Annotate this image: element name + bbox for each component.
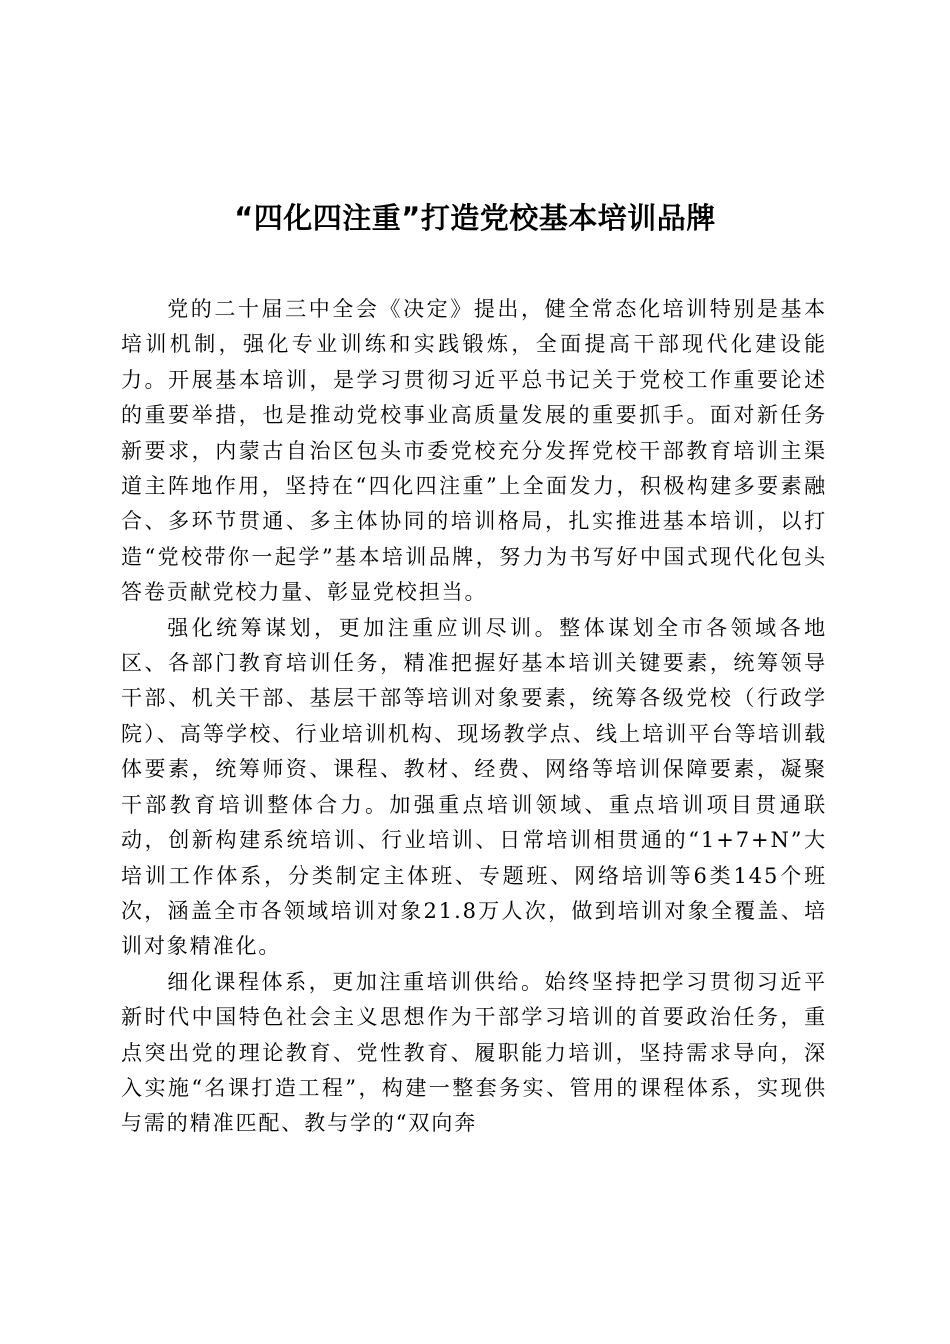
article-body	[121, 292, 827, 1142]
page-title: “四化四注重”打造党校基本培训品牌	[234, 201, 716, 235]
paragraph-planning: 强化统筹谋划，更加注重应训尽训。整体谋划全市各领域各地区、各部门教育培训任务，精准把握好基本培训关键要素，统筹领导干部、机关干部、基层干部等培训对象要素，统筹各级党校（行政学院）、高等学校、行业培训机构、现场教学点、线上培训平台等培训载体要素，统筹师资、课程、教材、经费、网络等培训保障要素，凝聚干部教育培训整体合力。加强重点培训领域、重点培训项目贯通联动，创新构建系统培训、行业培训、日常培训相贯通的“1+7+N”大培训工作体系，分类制定主体班、专题班、网络培训等6类145个班次，涵盖全市各领域培训对象21.8万人次，做到培训对象全覆盖、培训对象精准化。	[121, 615, 827, 959]
paragraph-curriculum: 细化课程体系，更加注重培训供给。始终坚持把学习贯彻习近平新时代中国特色社会主义思想作为干部学习培训的首要政治任务，重点突出党的理论教育、党性教育、履职能力培训，坚持需求导向，深入实施“名课打造工程”，构建一整套务实、管用的课程体系，实现供与需的精准匹配、教与学的“双向奔	[121, 969, 827, 1136]
paragraph-intro: 党的二十届三中全会《决定》提出，健全常态化培训特别是基本培训机制，强化专业训练和实践锻炼，全面提高干部现代化建设能力。开展基本培训，是学习贯彻习近平总书记关于党校工作重要论述的重要举措，也是推动党校事业高质量发展的重要抓手。面对新任务新要求，内蒙古自治区包头市委党校充分发挥党校干部教育培训主渠道主阵地作用，坚持在“四化四注重”上全面发力，积极构建多要素融合、多环节贯通、多主体协同的培训格局，扎实推进基本培训，以打造“党校带你一起学”基本培训品牌，努力为书写好中国式现代化包头答卷贡献党校力量、彰显党校担当。	[121, 297, 827, 605]
